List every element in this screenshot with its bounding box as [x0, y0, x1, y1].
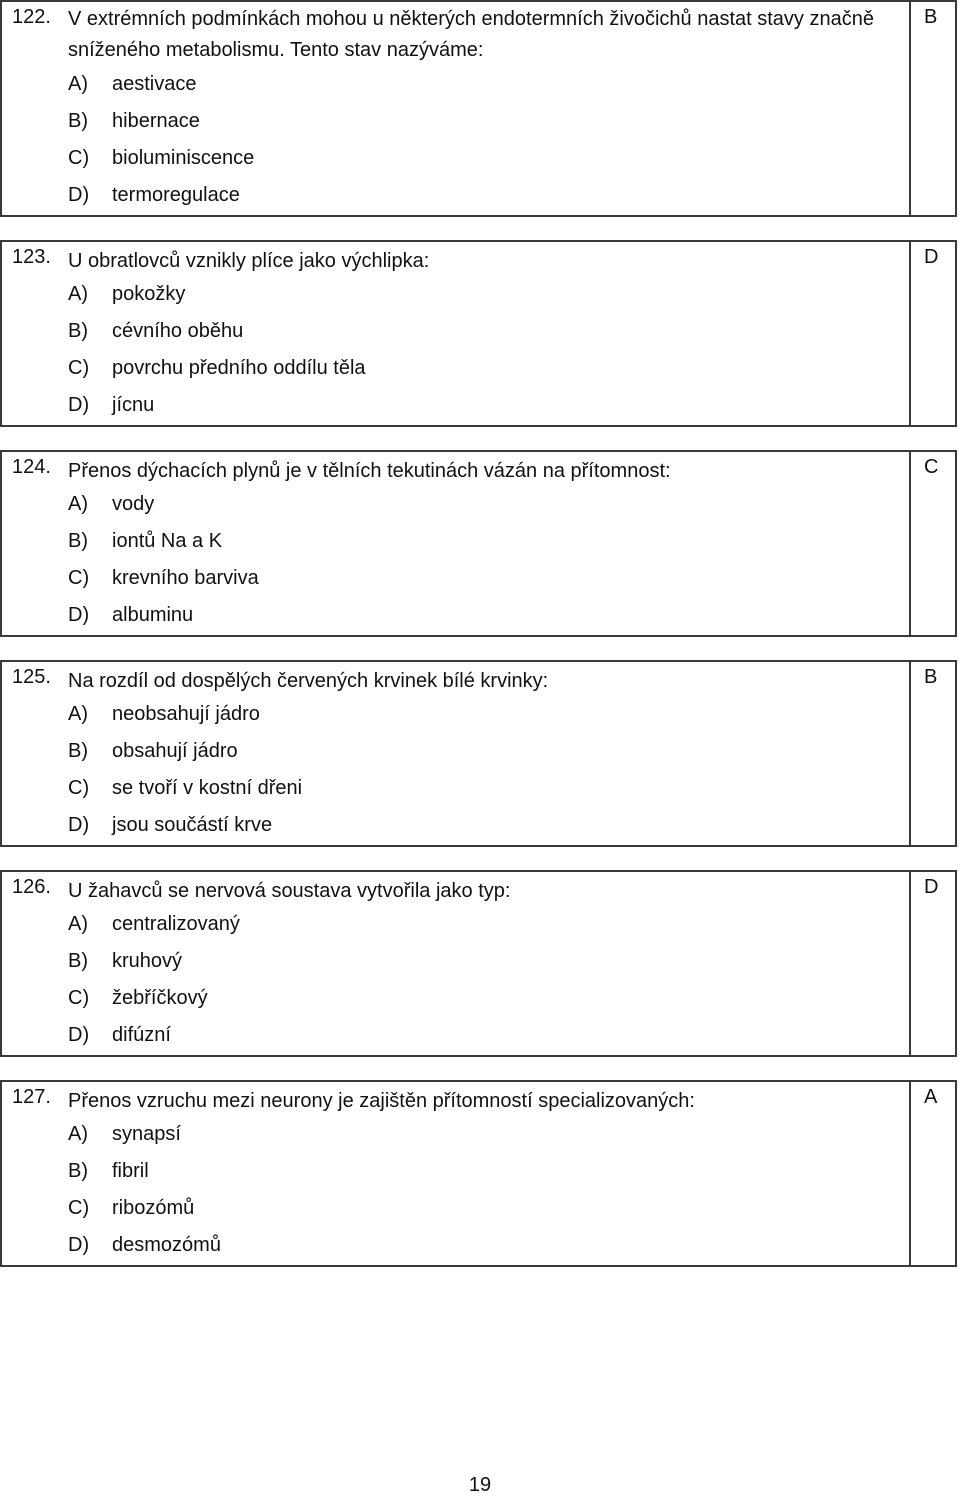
option-d	[68, 807, 302, 844]
option-text: krevního barviva	[112, 567, 259, 589]
question-number: 122.	[12, 6, 51, 28]
question-number: 125.	[12, 666, 51, 688]
option-letter: A)	[68, 493, 88, 515]
option-letter: D)	[68, 1234, 90, 1256]
option-letter: C)	[68, 987, 90, 1009]
option-b	[68, 103, 254, 140]
option-text: synapsí	[112, 1123, 181, 1145]
option-list	[68, 696, 302, 844]
option-letter: D)	[68, 184, 90, 206]
correct-answer: A	[924, 1086, 938, 1108]
option-b	[68, 943, 240, 980]
question-block	[0, 0, 957, 217]
option-c	[68, 350, 366, 387]
option-c	[68, 770, 302, 807]
option-b	[68, 313, 366, 350]
option-d	[68, 1017, 240, 1054]
option-letter: B)	[68, 320, 88, 342]
question-stem: U žahavců se nervová soustava vytvořila jako typ:	[68, 880, 511, 902]
option-text: vody	[112, 493, 155, 515]
option-letter: D)	[68, 604, 90, 626]
option-text: desmozómů	[112, 1234, 221, 1256]
option-text: žebříčkový	[112, 987, 208, 1009]
question-stem: V extrémních podmínkách mohou u některých endotermních živočichů nastat stavy značně sníženého metabolismu. Tento stav nazýváme:	[68, 8, 874, 61]
option-letter: B)	[68, 950, 88, 972]
answer-column-divider	[909, 1082, 911, 1265]
option-text: kruhový	[112, 950, 183, 972]
option-letter: A)	[68, 73, 88, 95]
option-letter: C)	[68, 567, 90, 589]
option-d	[68, 1227, 221, 1264]
option-a	[68, 1116, 221, 1153]
option-text: ribozómů	[112, 1197, 195, 1219]
option-text: centralizovaný	[112, 913, 240, 935]
option-a	[68, 906, 240, 943]
option-list	[68, 486, 259, 634]
option-b	[68, 1153, 221, 1190]
option-d	[68, 177, 254, 214]
option-b	[68, 733, 302, 770]
option-letter: A)	[68, 703, 88, 725]
question-stem: U obratlovců vznikly plíce jako výchlipka:	[68, 250, 430, 272]
option-list	[68, 1116, 221, 1264]
option-list	[68, 66, 254, 214]
option-letter: B)	[68, 740, 88, 762]
option-letter: B)	[68, 1160, 88, 1182]
answer-column-divider	[909, 872, 911, 1055]
question-block	[0, 660, 957, 847]
correct-answer: D	[924, 246, 939, 268]
option-text: pokožky	[112, 283, 186, 305]
question-number: 124.	[12, 456, 51, 478]
question-number: 123.	[12, 246, 51, 268]
option-letter: A)	[68, 1123, 88, 1145]
option-text: difúzní	[112, 1024, 171, 1046]
option-letter: D)	[68, 394, 90, 416]
option-text: aestivace	[112, 73, 197, 95]
answer-column-divider	[909, 662, 911, 845]
option-text: jsou součástí krve	[112, 814, 273, 836]
option-a	[68, 66, 254, 103]
option-letter: A)	[68, 283, 88, 305]
option-list	[68, 906, 240, 1054]
option-text: povrchu předního oddílu těla	[112, 357, 366, 379]
option-text: se tvoří v kostní dřeni	[112, 777, 303, 799]
question-number: 126.	[12, 876, 51, 898]
question-block	[0, 1080, 957, 1267]
option-c	[68, 1190, 221, 1227]
option-letter: B)	[68, 110, 88, 132]
option-text: jícnu	[112, 394, 155, 416]
option-text: obsahují jádro	[112, 740, 238, 762]
option-b	[68, 523, 259, 560]
page-number: 19	[468, 1474, 492, 1496]
option-letter: C)	[68, 147, 90, 169]
option-letter: D)	[68, 814, 90, 836]
question-stem: Přenos vzruchu mezi neurony je zajištěn přítomností specializovaných:	[68, 1090, 695, 1112]
option-letter: A)	[68, 913, 88, 935]
option-text: neobsahují jádro	[112, 703, 260, 725]
option-a	[68, 276, 366, 313]
correct-answer: B	[924, 666, 938, 688]
answer-column-divider	[909, 2, 911, 215]
answer-column-divider	[909, 452, 911, 635]
option-text: albuminu	[112, 604, 194, 626]
option-c	[68, 980, 240, 1017]
correct-answer: B	[924, 6, 938, 28]
answer-column-divider	[909, 242, 911, 425]
option-a	[68, 486, 259, 523]
option-letter: C)	[68, 1197, 90, 1219]
option-c	[68, 140, 254, 177]
question-number: 127.	[12, 1086, 51, 1108]
correct-answer: D	[924, 876, 939, 898]
option-letter: B)	[68, 530, 88, 552]
option-text: iontů Na a K	[112, 530, 223, 552]
option-d	[68, 387, 366, 424]
option-text: bioluminiscence	[112, 147, 255, 169]
question-stem: Na rozdíl od dospělých červených krvinek bílé krvinky:	[68, 670, 549, 692]
option-list	[68, 276, 366, 424]
option-text: fibril	[112, 1160, 149, 1182]
option-text: cévního oběhu	[112, 320, 244, 342]
option-d	[68, 597, 259, 634]
option-c	[68, 560, 259, 597]
question-stem: Přenos dýchacích plynů je v tělních tekutinách vázán na přítomnost:	[68, 460, 671, 482]
question-block	[0, 450, 957, 637]
option-letter: C)	[68, 777, 90, 799]
option-text: termoregulace	[112, 184, 240, 206]
option-letter: D)	[68, 1024, 90, 1046]
option-a	[68, 696, 302, 733]
option-letter: C)	[68, 357, 90, 379]
question-block	[0, 870, 957, 1057]
option-text: hibernace	[112, 110, 200, 132]
question-block	[0, 240, 957, 427]
correct-answer: C	[924, 456, 939, 478]
